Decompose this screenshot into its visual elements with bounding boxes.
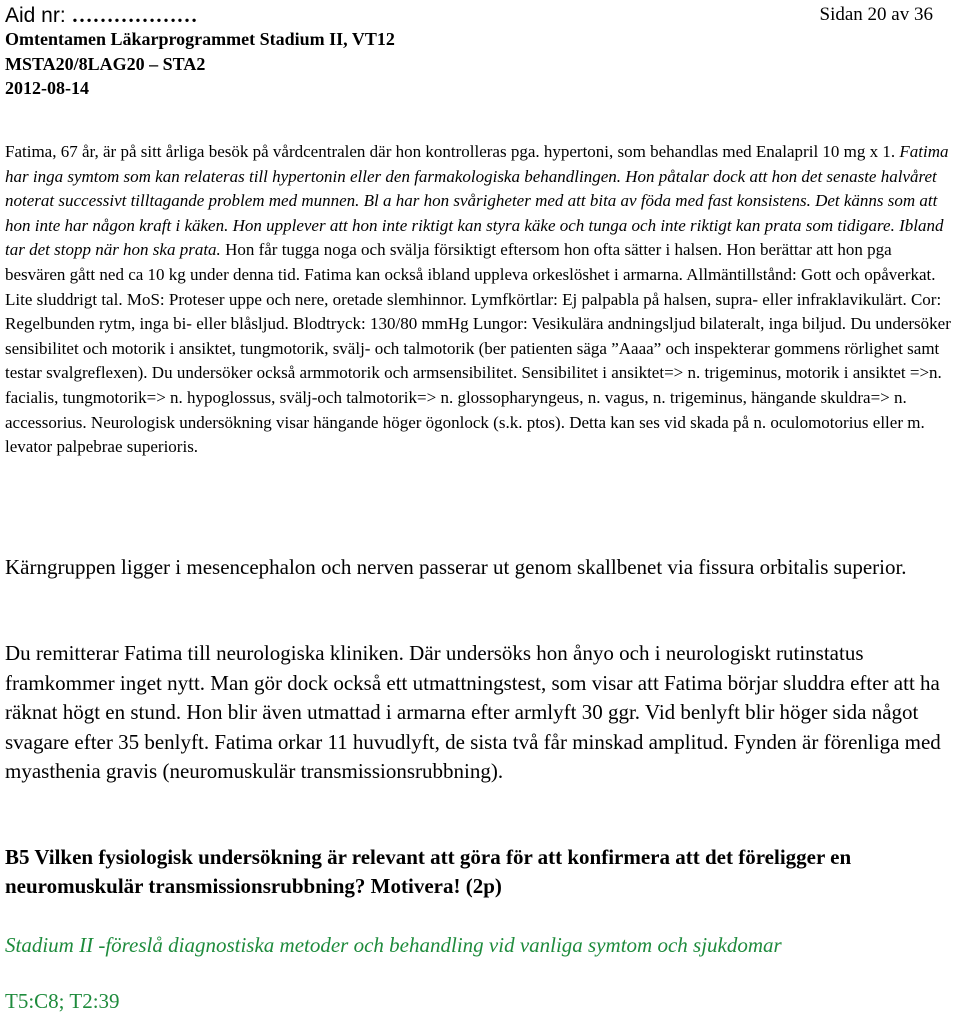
case-sentence: Fatima, 67 år, är på sitt årliga besök på vårdcentralen där hon kontrolleras pga. hypertoni, som behandlas med Enalapril 10 mg x 1.	[5, 142, 896, 161]
aid-number-line	[5, 2, 198, 29]
paragraph-remit: Du remitterar Fatima till neurologiska kliniken. Där undersöks hon ånyo och i neurologiskt rutinstatus framkommer inget nytt. Man gör dock också ett utmattningstest, som visar att Fatima börjar sluddra efter att ha räknat högt en stund. Hon blir även utmattad i armarna efter armlyft 30 ggr. Vid benlyft blir höger sida något svagare efter 35 benlyft. Fatima orkar 11 huvudlyft, de sista två får minskad amplitud. Fynden är förenliga med myasthenia gravis (neuromuskulär transmissionsrubbning).	[5, 641, 941, 783]
page-header	[5, 0, 953, 100]
case-sentence: Det känns som att hon inte har någon kraft i käken.	[5, 191, 938, 235]
exam-title: Omtentamen Läkarprogrammet Stadium II, VT12	[5, 29, 395, 49]
case-sentence: Lymfkörtlar: Ej palpabla på halsen, supra- eller infraklavikulärt.	[471, 289, 907, 309]
case-sentence: Lite sluddrigt tal.	[5, 289, 123, 309]
case-sentence: MoS: Proteser uppe och nere, oretade slemhinnor.	[126, 289, 467, 309]
case-sentence: Hon upplever att hon inte riktigt kan styra käke och tunga och inte riktigt kan prata som tidigare.	[232, 215, 895, 235]
question-b5: B5 Vilken fysiologisk undersökning är relevant att göra för att konfirmera att det föreligger en neuromuskulär transmissionsrubbning? Motivera! (2p)	[5, 845, 852, 898]
case-sentence: Hon påtalar dock att hon det senaste halvåret noterat successivt tilltagande problem med munnen.	[5, 166, 937, 211]
case-sentence: Bl a har hon svårigheter med att bita av föda med fast konsistens.	[363, 191, 811, 211]
course-code: MSTA20/8LAG20 – STA2	[5, 54, 206, 74]
objective-code: T5:C8; T2:39	[5, 989, 120, 1013]
case-sentence: Du undersöker också armmotorik och armsensibilitet.	[151, 363, 518, 383]
case-sentence: Neurologisk undersökning visar hängande höger ögonlock (s.k. ptos).	[90, 412, 565, 432]
aid-label: Aid nr:	[5, 4, 66, 27]
page-number: Sidan 20 av 36	[819, 4, 933, 25]
case-sentence: Du undersöker sensibilitet och motorik i ansiktet, tungmotorik, svälj- och talmotorik (ber patienten säga ”Aaaa” och inspekterar gommens rörlighet samt testar svalgreflexen).	[5, 314, 951, 383]
exam-date: 2012-08-14	[5, 78, 89, 98]
case-sentence: Ibland tar det stopp när hon ska prata.	[5, 215, 944, 260]
case-sentence: Fatima har inga symtom som kan relateras till hypertonin eller den farmakologiska behandlingen.	[5, 142, 949, 186]
case-sentence: Fatima kan också ibland uppleva orkeslöshet i armarna.	[304, 264, 683, 284]
case-description	[5, 140, 953, 460]
document-page	[5, 0, 953, 1013]
case-sentence: Allmäntillstånd: Gott och opåverkat.	[686, 264, 936, 284]
case-sentence: Detta kan ses vid skada på n. oculomotorius eller m. levator palpebrae superioris.	[5, 412, 925, 457]
aid-number-blank: ………………	[71, 3, 198, 27]
paragraph-kerngruppen: Kärngruppen ligger i mesencephalon och nerven passerar ut genom skallbenet via fissura orbitalis superior.	[5, 555, 907, 579]
case-sentence: Cor: Regelbunden rytm, inga bi- eller blåsljud.	[5, 289, 942, 334]
stadium-goal: Stadium II -föreslå diagnostiska metoder och behandling vid vanliga symtom och sjukdomar	[5, 933, 782, 957]
case-sentence: Blodtryck: 130/80 mmHg Lungor: Vesikulära andningsljud bilateralt, inga biljud.	[293, 314, 847, 334]
case-sentence: Sensibilitet i ansiktet=> n. trigeminus, motorik i ansiktet =>n. facialis, tungmotorik=> n. hypoglossus, svälj-och talmotorik=> n. glossopharyngeus, n. vagus, n. trigeminus, hängande skuldra=> n. accessorius.	[5, 363, 942, 432]
case-sentence: Hon berättar att hon pga besvären gått ned ca 10 kg under denna tid.	[5, 240, 892, 284]
case-sentence: Hon får tugga noga och svälja försiktigt eftersom hon ofta sätter i halsen.	[225, 240, 723, 260]
